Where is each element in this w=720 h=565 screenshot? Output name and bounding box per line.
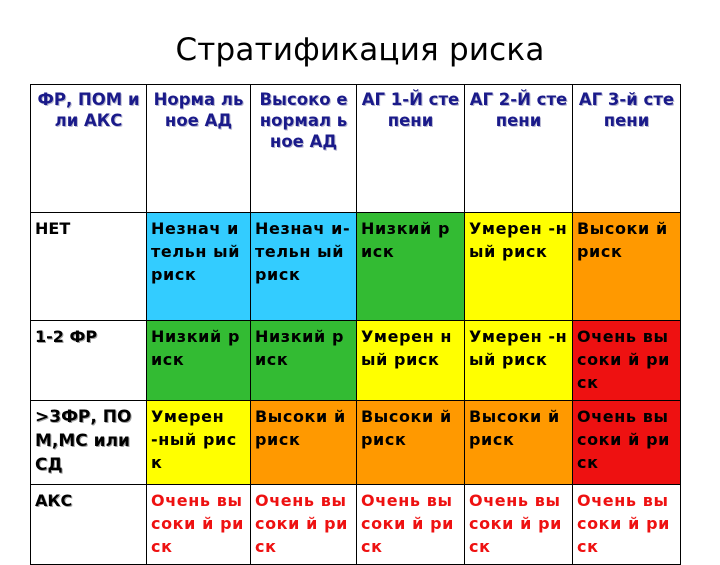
risk-cell: Незнач и-тельн ый риск: [251, 213, 357, 321]
table-row: [31, 213, 681, 321]
risk-cell: Очень высоки й риск: [251, 485, 357, 565]
row-label-3-rf: >3ФР, ПОМ,МС или СД: [31, 401, 147, 485]
header-risk-factors: ФР, ПОМ или АКС: [31, 85, 147, 213]
risk-cell: Низкий риск: [357, 213, 465, 321]
table-header-row: [31, 85, 681, 213]
risk-cell: Очень высоки й риск: [573, 401, 681, 485]
risk-cell: Высоки й риск: [251, 401, 357, 485]
risk-cell: Умерен ный риск: [357, 321, 465, 401]
risk-cell: Высоки й риск: [573, 213, 681, 321]
table-row: [31, 485, 681, 565]
header-ag-grade-1: АГ 1-Й степени: [357, 85, 465, 213]
header-high-normal-bp: Высоко е нормал ьное АД: [251, 85, 357, 213]
header-ag-grade-2: АГ 2-Й степени: [465, 85, 573, 213]
risk-cell: Очень высоки й риск: [357, 485, 465, 565]
risk-cell: Умерен -ный риск: [465, 321, 573, 401]
risk-cell: Очень высоки й риск: [573, 485, 681, 565]
header-normal-bp: Норма льное АД: [147, 85, 251, 213]
page-title: Стратификация риска: [175, 32, 545, 68]
row-label-acs: АКС: [31, 485, 147, 565]
table-row: [31, 401, 681, 485]
risk-cell: Умерен -ный риск: [147, 401, 251, 485]
risk-cell: Умерен -ный риск: [465, 213, 573, 321]
table-row: [31, 321, 681, 401]
risk-cell: Незнач ительн ый риск: [147, 213, 251, 321]
risk-cell: Очень высоки й риск: [573, 321, 681, 401]
risk-cell: Высоки й риск: [357, 401, 465, 485]
risk-cell: Очень высоки й риск: [147, 485, 251, 565]
risk-cell: Низкий риск: [147, 321, 251, 401]
header-ag-grade-3: АГ 3-й степени: [573, 85, 681, 213]
risk-stratification-table: [30, 84, 681, 565]
risk-cell: Высоки й риск: [465, 401, 573, 485]
risk-cell: Низкий риск: [251, 321, 357, 401]
row-label-none: НЕТ: [31, 213, 147, 321]
risk-cell: Очень высоки й риск: [465, 485, 573, 565]
row-label-1-2-rf: 1-2 ФР: [31, 321, 147, 401]
